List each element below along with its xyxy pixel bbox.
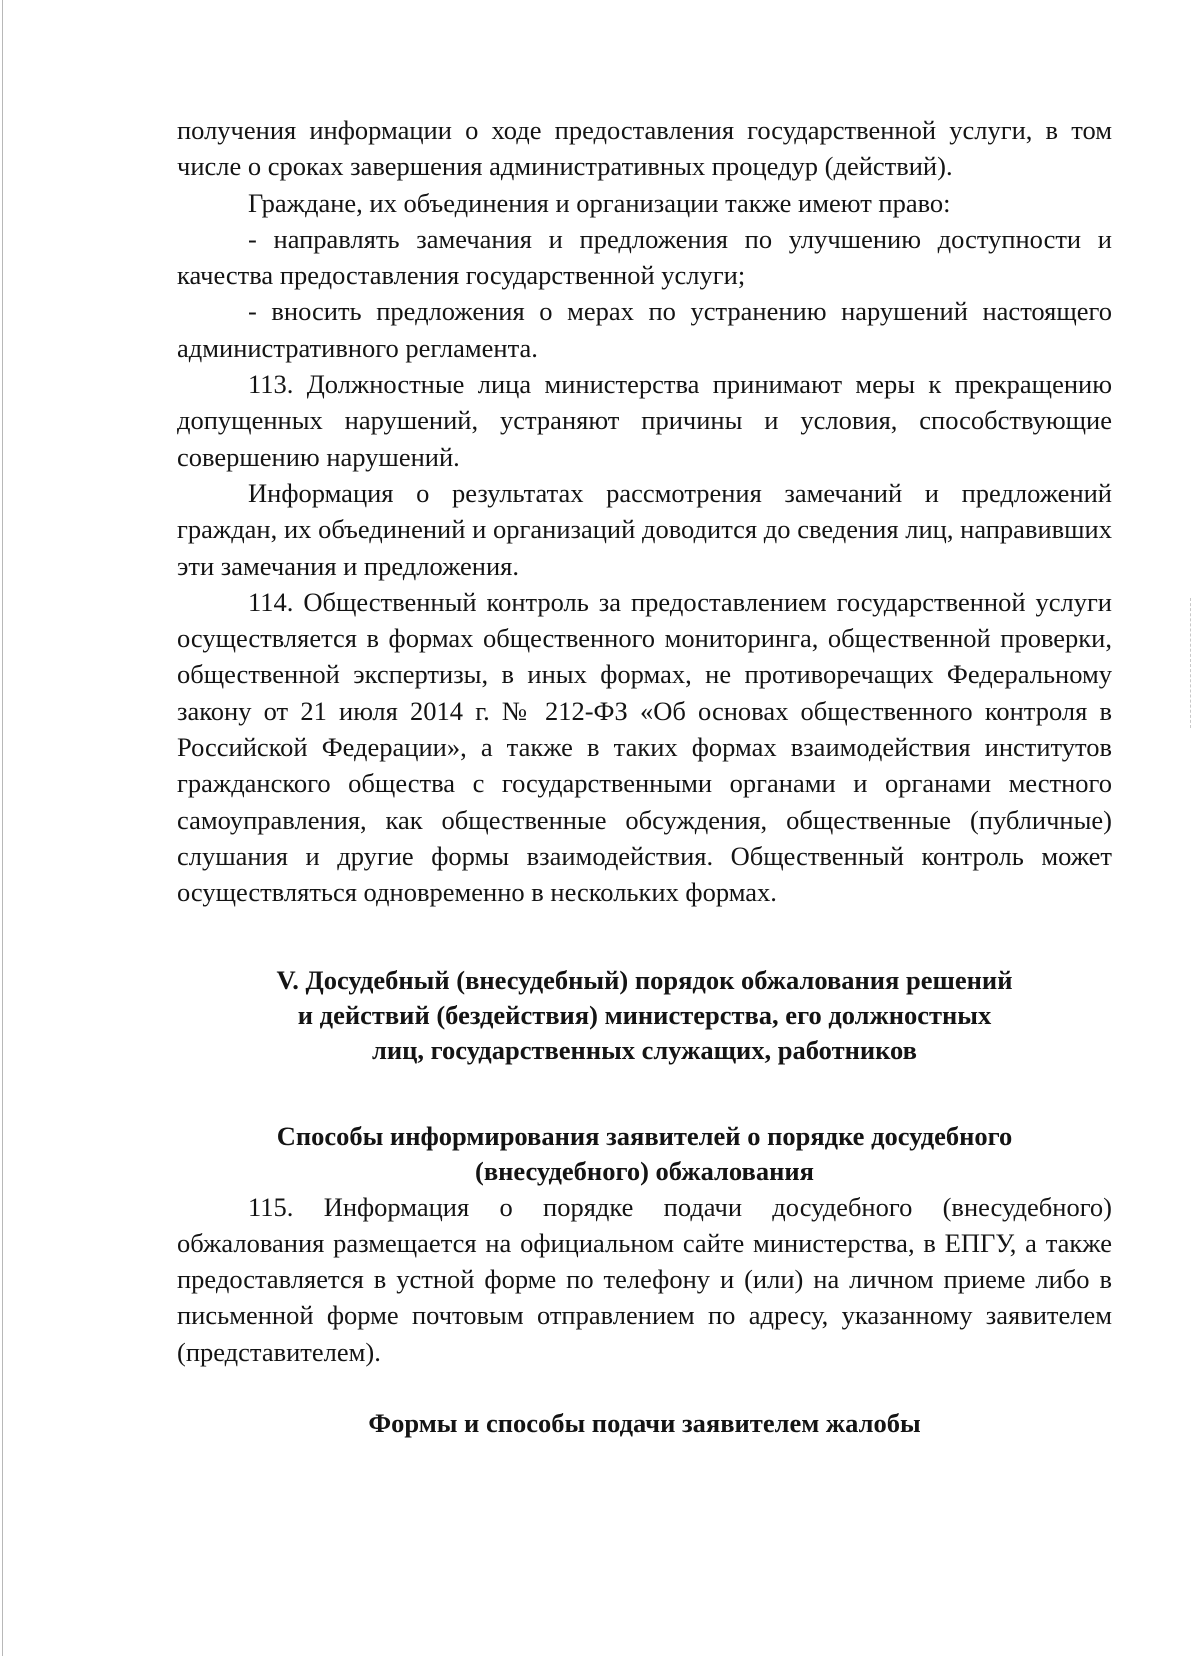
subheading — [177, 1119, 1112, 1189]
scan-left-edge — [2, 0, 3, 1656]
paragraph-citizens-rights: Граждане, их объединения и организации также имеют право: — [248, 187, 951, 218]
heading-complaint-forms: Формы и способы подачи заявителем жалобы — [368, 1408, 921, 1439]
subheading-line-2: (внесудебного) обжалования — [475, 1155, 814, 1186]
paragraph-114: 114. Общественный контроль за предоставлением государственной услуги осуществляется в формах общественного мониторинга, общественной проверки, общественной экспертизы, в иных формах, не противоречащих Федеральному закону от 21 июля 2014 г. № 212-ФЗ «Об основах общественного контроля в Российской Федерации», а также в таких формах взаимодействия институтов гражданского общества с государственными органами и органами местного самоуправления, как общественные обсуждения, общественные (публичные) слушания и другие формы взаимодействия. Общественный контроль может осуществляться одновременно в нескольких формах. — [177, 586, 1112, 908]
paragraph-115: 115. Информация о порядке подачи досудебного (внесудебного) обжалования размещается на официальном сайте министерства, в ЕПГУ, а также предоставляется в устной форме по телефону и (или) на личном приеме либо в письменной форме почтовым отправлением по адресу, указанному заявителем (представителем). — [177, 1191, 1112, 1367]
paragraph-review-results: Информация о результатах рассмотрения замечаний и предложений граждан, их объединений и организаций доводится до сведения лиц, направивших эти замечания и предложения. — [177, 477, 1112, 581]
paragraph-list-item-remarks: - направлять замечания и предложения по улучшению доступности и качества предоставления государственной услуги; — [177, 223, 1112, 291]
section-heading — [177, 963, 1112, 1068]
scan-right-edge-mark — [1190, 598, 1192, 728]
section-heading-line-1: V. Досудебный (внесудебный) порядок обжалования решений — [276, 964, 1013, 995]
paragraph-continuation: получения информации о ходе предоставления государственной услуги, в том числе о сроках завершения административных процедур (действий). — [177, 115, 1112, 182]
paragraph-113: 113. Должностные лица министерства принимают меры к прекращению допущенных нарушений, устраняют причины и условия, способствующие совершению нарушений. — [177, 369, 1112, 472]
document-body — [177, 112, 1112, 1441]
section-heading-line-2: и действий (бездействия) министерства, его должностных — [297, 999, 992, 1030]
section-heading-line-3: лиц, государственных служащих, работников — [372, 1034, 917, 1065]
paragraph-list-item-proposals: - вносить предложения о мерах по устранению нарушений настоящего административного регламента. — [177, 296, 1112, 363]
subheading-line-1: Способы информирования заявителей о порядке досудебного — [276, 1120, 1013, 1151]
